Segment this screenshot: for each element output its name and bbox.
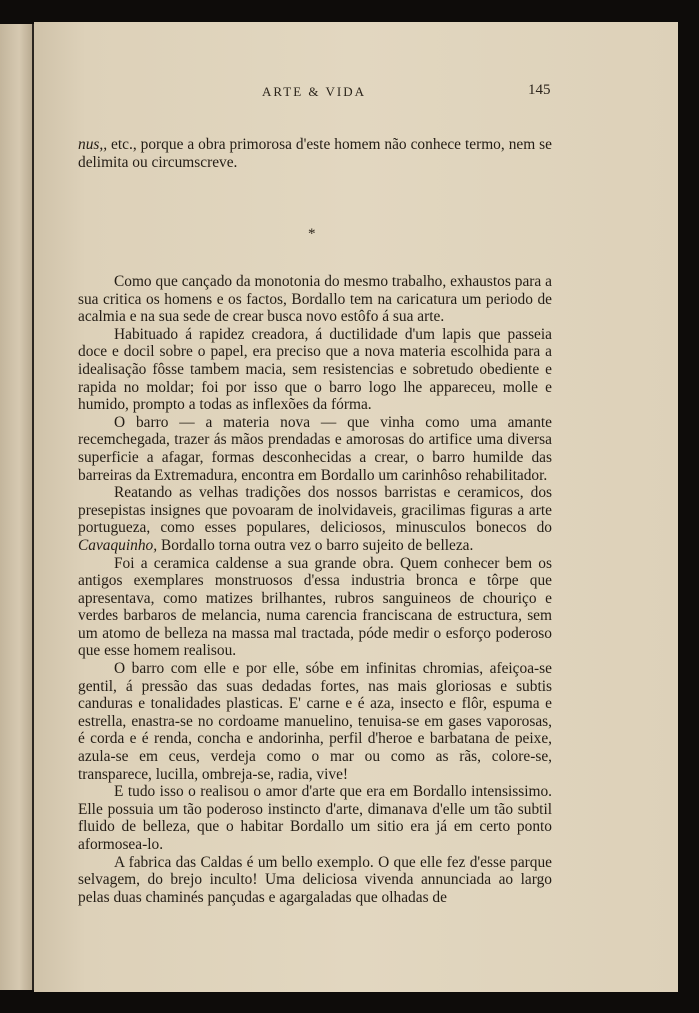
page-number: 145 [528,82,551,98]
paragraph: E tudo isso o realisou o amor d'arte que era em Bordallo intensissimo. Elle possuia um tão poderoso instincto d'arte, dimanava d'elle um tão subtil fluido de belleza, que o habitar Bordallo um sitio era já em certo ponto aformosea-lo. [78,783,552,853]
opening-paragraph [78,136,552,171]
paragraph: O barro — a materia nova — que vinha como uma amante recemchegada, trazer ás mãos prendadas e amorosas do artifice uma diversa superficie a afagar, formas desconhecidas a crear, o barro humilde das barreiras da Extremadura, encontra em Bordallo um carinhôso rehabilitador. [78,413,552,484]
running-head [34,84,678,104]
running-head-title: ARTE & VIDA [262,84,367,99]
book-page [34,22,678,992]
paragraph: Como que cançado da monotonia do mesmo trabalho, exhaustos para a sua critica os homens e os factos, Bordallo tem na caricatura um periodo de acalmia e na sua sede de crear busca novo estôfo á sua arte. [78,273,552,326]
opening-italic: nus,, [78,136,108,153]
opening-text: etc., porque a obra primorosa d'este homem não conhece termo, nem se delimita ou circumscreve. [78,136,552,171]
paragraph: O barro com elle e por elle, sóbe em infinitas chromias, afeiçoa-se gentil, á pressão das suas dedadas fortes, nas mais gloriosas e subtis canduras e tonalidades plasticas. E' carne e é aza, insecto e flôr, espuma e estrella, enastra-se no cordoame manuelino, tenuisa-se em gases vaporosas, é corda e é renda, concha e andorinha, perfil d'heroe e barbatana de peixe, azula-se em ceus, verdeja como o mar ou como as rãs, colore-se, transparece, lucilla, ombreja-se, radia, vive! [78,660,552,783]
paragraph-text: Reatando as velhas tradições dos nossos barristas e ceramicos, dos presepistas insignes que povoaram de inolvidaveis, gracilimas figuras a arte portugueza, como esses populares, deliciosos, minusculos bonecos do [78,484,552,537]
section-asterism: * [308,226,316,242]
paragraph [78,484,552,554]
facing-page-edge [0,24,34,990]
paragraph: Foi a ceramica caldense a sua grande obra. Quem conhecer bem os antigos exemplares monstruosos d'essa industria bronca e tôrpe que apresentava, como matizes brilhantes, rubros sanguineos de chouriço e verdes barbaros de melancia, numa carencia franciscana de estructura, sem um atomo de belleza na massa mal tractada, póde medir o esforço poderoso que esse homem realisou. [78,554,552,660]
paragraph: Habituado á rapidez creadora, á ductilidade d'um lapis que passeia doce e docil sobre o papel, era preciso que a nova materia escolhida para a idealisação fôsse tambem macia, sem resistencias e sobretudo obediente e rapida no moldar; foi por isso que o barro logo lhe appareceu, molle e humido, prompto a todas as inflexões da fórma. [78,325,552,414]
paragraph: A fabrica das Caldas é um bello exemplo. O que elle fez d'esse parque selvagem, do brejo inculto! Uma deliciosa vivenda annunciada ao largo pelas duas chaminés pançudas e agargaladas que olhadas de [78,853,552,906]
paragraph-italic: Cavaquinho, [78,536,158,554]
paragraph-text: Bordallo torna outra vez o barro sujeito de belleza. [157,536,474,554]
body-text [78,273,552,906]
